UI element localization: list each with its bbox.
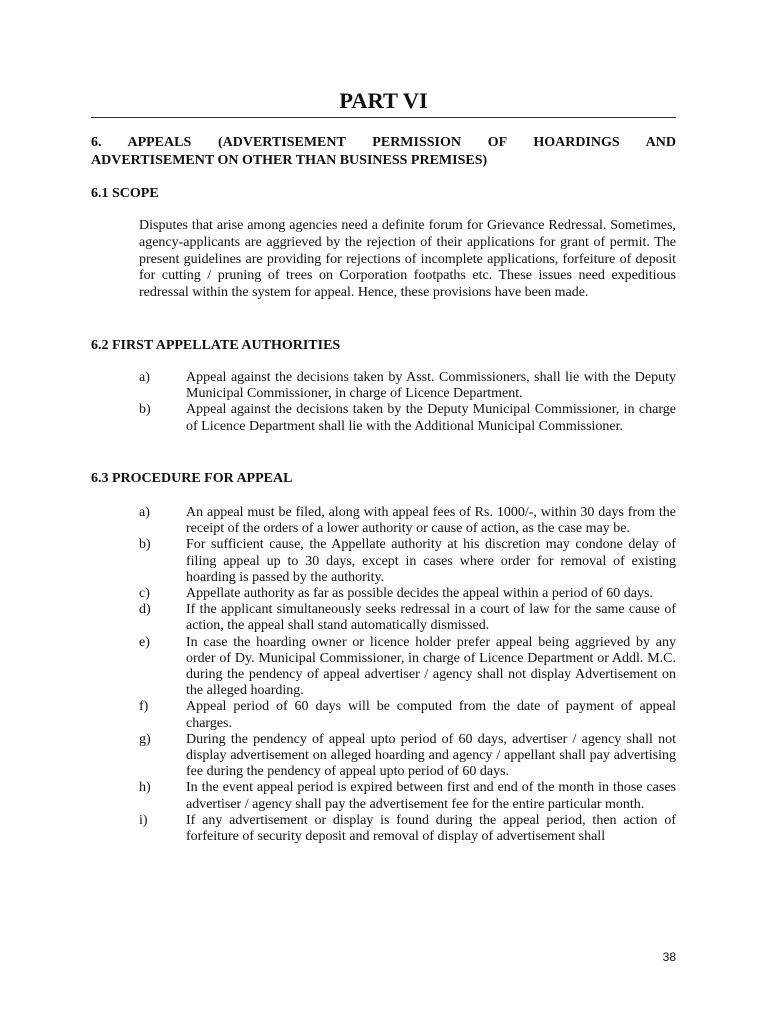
list-item-marker: b): [139, 537, 151, 553]
section-6-heading-line1: 6. APPEALS (ADVERTISEMENT PERMISSION OF HOARDINGS AND: [91, 135, 676, 150]
list-item-text: Appeal period of 60 days will be computed from the date of payment of appeal charges.: [186, 699, 676, 731]
list-item: [139, 602, 676, 634]
list-item-text: Appeal against the decisions taken by Asst. Commissioners, shall lie with the Deputy Municipal Commissioner, in charge of Licence Department.: [186, 370, 676, 402]
list-item-text: If the applicant simultaneously seeks redressal in a court of law for the same cause of action, the appeal shall stand automatically dismissed.: [186, 602, 676, 634]
list-item: [139, 699, 676, 731]
title-rule: [91, 117, 676, 118]
procedure-heading: 6.3 PROCEDURE FOR APPEAL: [91, 471, 293, 486]
list-item: [139, 732, 676, 781]
page-number: 38: [662, 950, 676, 964]
list-item-text: If any advertisement or display is found during the appeal period, then action of forfeiture of security deposit and removal of display of advertisement shall: [186, 812, 676, 845]
first-appellate-list: [139, 370, 676, 435]
list-item: [139, 537, 676, 586]
list-item: [139, 780, 676, 812]
list-item: [139, 586, 676, 602]
list-item-marker: a): [139, 505, 150, 520]
section-6-heading: [91, 134, 676, 170]
list-item-marker: b): [139, 402, 151, 418]
list-item-marker: f): [139, 699, 149, 715]
list-item: [139, 505, 676, 537]
list-item-marker: c): [139, 586, 150, 602]
list-item-text: In the event appeal period is expired between first and end of the month in those cases advertiser / agency shall pay the advertisement fee for the entire particular month.: [186, 780, 676, 812]
list-item: [139, 402, 676, 434]
list-item-text: Appellate authority as far as possible decides the appeal within a period of 60 days.: [186, 586, 653, 602]
list-item-marker: i): [139, 812, 148, 828]
list-item-text: In case the hoarding owner or licence holder prefer appeal being aggrieved by any order of Dy. Municipal Commissioner, in charge of Licence Department or Addl. M.C. during the pendency of appeal advertiser / agency shall not display Advertisement on the alleged hoarding.: [186, 634, 676, 699]
list-item-text: An appeal must be filed, along with appeal fees of Rs. 1000/-, within 30 days from the receipt of the orders of a lower authority or cause of action, as the case may be.: [186, 505, 676, 537]
procedure-list: [139, 505, 676, 845]
list-item-marker: h): [139, 780, 151, 796]
list-item-text: During the pendency of appeal upto period of 60 days, advertiser / agency shall not display advertisement on alleged hoarding and agency / appellant shall pay advertising fee during the pendency of appeal upto period of 60 days.: [186, 731, 676, 780]
list-item-marker: a): [139, 370, 150, 385]
list-item: [139, 813, 676, 845]
section-6-heading-line2: ADVERTISEMENT ON OTHER THAN BUSINESS PREMISES): [91, 153, 488, 168]
first-appellate-heading: 6.2 FIRST APPELLATE AUTHORITIES: [91, 338, 341, 353]
list-item-marker: d): [139, 602, 151, 618]
part-title: PART VI: [339, 88, 428, 113]
list-item-marker: g): [139, 731, 151, 747]
list-item: [139, 370, 676, 402]
scope-paragraph: Disputes that arise among agencies need a definite forum for Grievance Redressal. Sometimes, agency-applicants are aggrieved by the rejection of their applications for grant of permit. The present guidelines are providing for rejections of incomplete applications, forfeiture of deposit for cutting / pruning of trees on Corporation footpaths etc. These issues need expeditious redressal within the system for appeal. Hence, these provisions have been made.: [139, 218, 676, 301]
list-item-marker: e): [139, 634, 150, 650]
scope-heading: 6.1 SCOPE: [91, 186, 159, 201]
list-item-text: Appeal against the decisions taken by the Deputy Municipal Commissioner, in charge of Licence Department shall lie with the Additional Municipal Commissioner.: [186, 402, 676, 434]
list-item: [139, 635, 676, 700]
list-item-text: For sufficient cause, the Appellate authority at his discretion may condone delay of filing appeal up to 30 days, except in cases where order for removal of existing hoarding is passed by the authority.: [186, 537, 676, 585]
